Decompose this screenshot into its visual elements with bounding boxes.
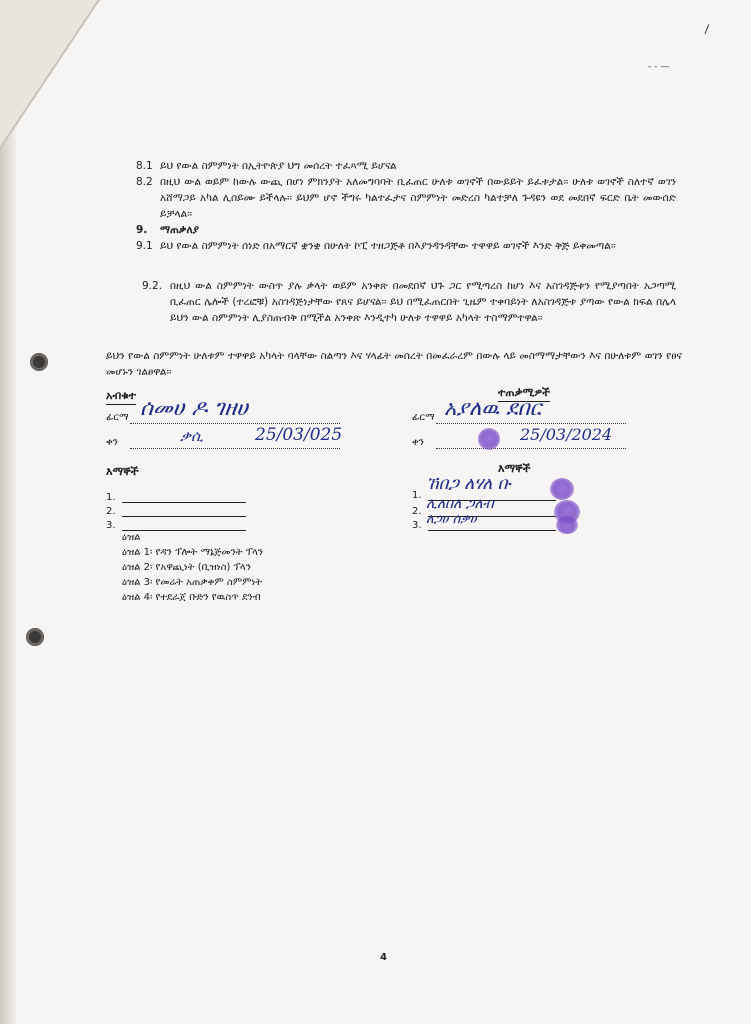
right-witness-signature-1: ኸበጋ ለሃለ ቡ (426, 474, 511, 494)
witness-number: 1. (106, 492, 116, 503)
date-label: ቀን (412, 437, 424, 448)
signature-label: ፊርማ (412, 412, 435, 423)
punch-hole-top (30, 353, 48, 371)
pen-mark: \ (700, 22, 714, 36)
clause-9-heading (136, 222, 676, 238)
annex-item: ዕዝል 1፡ የዳን ፕሎት ማኔጅመንት ፕላን (122, 547, 264, 558)
clause-text: ይህ የውል ስምምነት በኢትዮጵያ ህግ መሰረት ተፈጻሚ ይሆናል (160, 160, 397, 172)
clause-9-2 (142, 278, 676, 342)
clause-text: በዚህ ውል ወይም ከውሉ ውጪ በሆነ ምክንያት አለመግባባት ቢፈጠር ሁለቱ ወገኖች በውይይት ይፈቱታል፡፡ ሁለቱ ወገኖች ስለተኛ ወገን አሸማጋይ አካል ሊሰይሙ ይችላሉ፡፡ ይህም ሆኖ ችግሩ ካልተፈታና ስምምነት መድረስ ካልተቻለ ጉዳዩን ወደ መደበኛ ፍርድ ቤት መውሰድ ይቻላል፡፡ (160, 176, 676, 220)
left-date-scribble: ቃሲ (180, 427, 203, 445)
right-party-label: ተጠቃሚዎች (498, 386, 550, 402)
purple-stamp (550, 478, 574, 500)
left-witness-line (106, 492, 256, 504)
folded-corner (0, 0, 100, 150)
date-label: ቀን (106, 437, 118, 448)
right-date-value: 25/03/2024 (520, 425, 613, 444)
clause-9-1 (136, 238, 676, 270)
left-party-label: አብቁተ (106, 389, 136, 405)
clause-text: ይህ የውል ስምምነት ሰነድ በአማርኛ ቋንቋ በሁለት ኮፒ ተዘጋጅቶ በእያንዳንዳቸው ተዋዋይ ወገኖች እንድ ቅጅ ይቀመጣል፡፡ (160, 240, 616, 252)
annex-item: ዕዝል 3፡ የመሬት አጠቃቀም ስምምነት (122, 577, 263, 588)
witness-signature-line (122, 502, 246, 503)
date-line (436, 448, 626, 449)
left-witness-line (106, 506, 256, 518)
left-date-value: 25/03/025 (255, 425, 343, 445)
purple-stamp (556, 516, 578, 534)
clause-number: 8.2 (136, 176, 153, 188)
page-shadow (0, 0, 18, 1024)
witness-number: 1. (412, 490, 422, 501)
date-line (130, 448, 340, 449)
annex-list (122, 530, 382, 610)
clause-8-1 (136, 158, 676, 174)
clause-text: በዚህ ውል ስምምነት ውስጥ ያሉ ቃላት ወይም አንቀጽ በመደበኛ ህጉ ጋር የሚጣረስ ከሆነ እና አስገዳጅቱን የሚያጣበት አጋጣሚ ቢፈጠር ሌሎች (ተረፎቹ) አስገዳጅነታቸው የጸና ይሆናል፡፡ ይህ በሚፈጠርበት ጊዜም ተቀባይነት ለአስገዳጅቱ ያጣው የውል ክፍል በሌላ ይህን ውል ስምምነት ሊያስጠብቅ በሚችል አንቀጽ እንዲተካ ሁለቱ ተዋዋይ አካላት ተስማምተዋል፡፡ (170, 280, 676, 324)
right-witness-signature-3: ለጋሀ ሰቃሀ (426, 512, 477, 527)
annex-title: ዕዝል (122, 532, 141, 543)
witness-number: 2. (106, 506, 116, 517)
declaration (106, 348, 682, 380)
clause-number: 9.2. (142, 280, 163, 292)
page-number: 4 (380, 952, 387, 963)
purple-stamp (478, 428, 500, 450)
witness-number: 3. (412, 520, 422, 531)
witness-number: 2. (412, 506, 422, 517)
left-party-signature: ሰመሀ ዶ ገዘሀ (140, 396, 248, 421)
clause-number: 9.1 (136, 240, 153, 252)
right-party-signature: አያለዉ ደበር (444, 396, 542, 420)
punch-hole-bottom (26, 628, 44, 646)
clause-8-2 (136, 174, 676, 222)
signature-label: ፊርማ (106, 412, 129, 423)
right-witnesses-title: እማኞች (498, 462, 531, 475)
clause-number: 9. (136, 224, 148, 236)
annex-item: ዕዝል 4፡ የተደራጀ ቡድን የዉስጥ ደንብ (122, 592, 261, 603)
witness-signature-line (428, 530, 556, 531)
annex-item: ዕዝል 2፡ የአዋጪነት (ቢዝነስ) ፕላን (122, 562, 251, 573)
section-heading: ማጠቃለያ (160, 224, 200, 236)
right-witness-signature-2: ሊለበለ ጋለብ (426, 496, 494, 512)
witness-number: 3. (106, 520, 116, 531)
witness-signature-line (122, 516, 246, 517)
clause-number: 8.1 (136, 160, 153, 172)
left-witnesses-title: እማኞች (106, 465, 139, 478)
declaration-text: ይህን የውል ስምምነት ሁለቱም ተዋዋይ አካላት ባላቸው ስልጣን እና ሃላፊት መሰረት በመፈራረም በውሉ ላይ መስማማታቸውን እና በሁለቱም ወገን የፀና መሆኑን ገልፀዋል፡፡ (106, 350, 682, 378)
signature-line (436, 423, 626, 424)
signature-line (130, 423, 340, 424)
pen-mark: - - — (648, 62, 670, 72)
